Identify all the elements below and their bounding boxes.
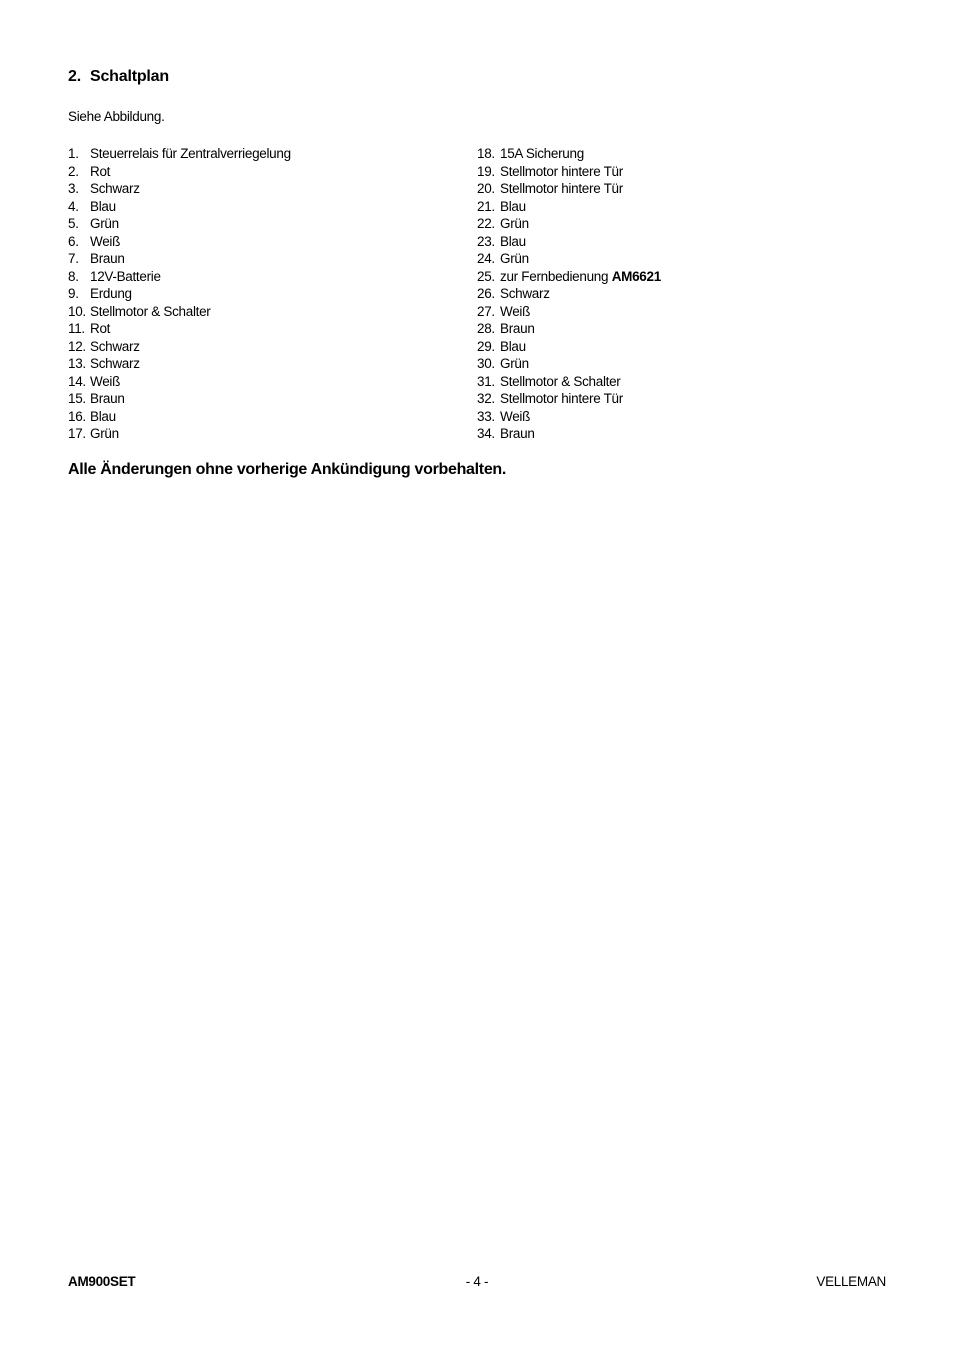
section-title: Schaltplan xyxy=(90,68,169,85)
legend-item xyxy=(68,425,291,443)
legend-item-model: AM6621 xyxy=(611,268,661,284)
legend-item-number: 30. xyxy=(477,356,495,371)
footer-model: AM900SET xyxy=(68,1274,136,1289)
footer-page-number: - 4 - xyxy=(465,1274,489,1289)
legend-item-number: 17. xyxy=(68,426,86,441)
legend-item xyxy=(68,338,291,356)
section-number: 2. xyxy=(68,68,81,85)
legend-item xyxy=(68,233,291,251)
legend-item xyxy=(477,390,661,408)
legend-item xyxy=(68,198,291,216)
legend-item-number: 20. xyxy=(477,181,495,196)
legend-item xyxy=(477,233,661,251)
legend-item-number: 23. xyxy=(477,233,495,249)
legend-item-label: Stellmotor & Schalter xyxy=(500,373,621,389)
legend-item-label: Rot xyxy=(90,163,111,179)
legend-list-left xyxy=(68,145,291,443)
legend-item-label: Steuerrelais für Zentralverriegelung xyxy=(90,146,291,161)
legend-item-number: 31. xyxy=(477,373,495,389)
legend-item-number: 27. xyxy=(477,303,495,319)
legend-item xyxy=(68,408,291,426)
legend-item xyxy=(477,180,661,198)
legend-item xyxy=(68,163,291,181)
intro-text: Siehe Abbildung. xyxy=(68,109,165,124)
legend-item-label: Grün xyxy=(90,426,119,441)
legend-item-number: 8. xyxy=(68,268,79,284)
legend-item-label: Weiß xyxy=(500,303,531,319)
legend-item xyxy=(477,338,661,356)
legend-item-label: Grün xyxy=(90,216,119,231)
legend-item xyxy=(477,320,661,338)
legend-item-label: 12V-Batterie xyxy=(90,268,161,284)
legend-item xyxy=(477,303,661,321)
legend-item-label: Erdung xyxy=(90,286,132,301)
legend-item-label: 15A Sicherung xyxy=(500,146,584,161)
legend-item xyxy=(68,320,291,338)
legend-item-number: 5. xyxy=(68,216,79,231)
legend-item-label: zur Fernbedienung xyxy=(500,268,612,284)
legend-item xyxy=(477,355,661,373)
legend-item-number: 1. xyxy=(68,146,79,161)
legend-item xyxy=(477,250,661,268)
legend-item-label: Blau xyxy=(500,198,526,214)
legend-item-number: 13. xyxy=(68,356,86,371)
legend-item-number: 12. xyxy=(68,338,86,354)
legend-item-number: 32. xyxy=(477,391,495,406)
legend-item-label: Weiß xyxy=(500,408,531,424)
legend-item-label: Blau xyxy=(500,233,526,249)
legend-item-label: Grün xyxy=(500,251,529,266)
legend-item xyxy=(477,215,661,233)
legend-item-number: 29. xyxy=(477,338,495,354)
legend-item xyxy=(477,408,661,426)
legend-item-label: Weiß xyxy=(90,373,121,389)
legend-item xyxy=(477,285,661,303)
legend-item-label: Braun xyxy=(500,426,535,441)
legend-item xyxy=(68,390,291,408)
legend-item-number: 3. xyxy=(68,181,79,196)
legend-item xyxy=(68,268,291,286)
legend-item xyxy=(68,145,291,163)
legend-item xyxy=(477,198,661,216)
legend-item-number: 22. xyxy=(477,216,495,231)
footer-brand: VELLEMAN xyxy=(816,1274,886,1289)
legend-item-label: Weiß xyxy=(90,233,121,249)
legend-item-number: 21. xyxy=(477,198,495,214)
legend-item-label: Blau xyxy=(90,408,116,424)
legend-item-label: Stellmotor hintere Tür xyxy=(500,163,623,179)
legend-item-label: Rot xyxy=(90,321,111,336)
legend-item-number: 2. xyxy=(68,163,79,179)
legend-item-label: Braun xyxy=(90,391,125,406)
change-notice: Alle Änderungen ohne vorherige Ankündigung vorbehalten. xyxy=(68,461,507,478)
legend-item xyxy=(477,425,661,443)
legend-item-number: 14. xyxy=(68,373,86,389)
legend-item-number: 7. xyxy=(68,251,79,266)
legend-item-label: Braun xyxy=(500,321,535,336)
legend-item xyxy=(477,145,661,163)
legend-item xyxy=(477,268,661,286)
legend-item-number: 33. xyxy=(477,408,495,424)
legend-item-number: 24. xyxy=(477,251,495,266)
legend-item xyxy=(477,163,661,181)
legend-item-label: Braun xyxy=(90,251,125,266)
legend-item-number: 26. xyxy=(477,286,495,301)
legend-item-number: 15. xyxy=(68,391,86,406)
legend-item-number: 4. xyxy=(68,198,79,214)
legend-item-number: 9. xyxy=(68,286,79,301)
legend-item-label: Stellmotor & Schalter xyxy=(90,303,211,319)
legend-item-label: Grün xyxy=(500,216,529,231)
legend-item xyxy=(68,303,291,321)
legend-item-number: 28. xyxy=(477,321,495,336)
legend-item-label: Schwarz xyxy=(90,181,140,196)
legend-item-number: 6. xyxy=(68,233,79,249)
legend-item-label: Grün xyxy=(500,356,529,371)
section-heading xyxy=(68,68,169,86)
legend-item xyxy=(68,355,291,373)
legend-item xyxy=(68,373,291,391)
legend-item-label: Schwarz xyxy=(90,338,140,354)
legend-item-number: 34. xyxy=(477,426,495,441)
legend-item-label: Stellmotor hintere Tür xyxy=(500,391,623,406)
legend-list-right xyxy=(477,145,661,443)
legend-item xyxy=(68,215,291,233)
legend-item-number: 18. xyxy=(477,146,495,161)
legend-item-label: Blau xyxy=(500,338,526,354)
legend-item-number: 11. xyxy=(68,321,85,336)
legend-item-label: Blau xyxy=(90,198,116,214)
legend-item xyxy=(68,250,291,268)
legend-item-label: Schwarz xyxy=(90,356,140,371)
legend-item-label: Schwarz xyxy=(500,286,550,301)
legend-item-number: 25. xyxy=(477,268,495,284)
legend-item-label: Stellmotor hintere Tür xyxy=(500,181,623,196)
legend-item xyxy=(68,285,291,303)
legend-item xyxy=(477,373,661,391)
legend-item xyxy=(68,180,291,198)
legend-item-number: 10. xyxy=(68,303,86,319)
legend-item-number: 19. xyxy=(477,163,495,179)
legend-item-number: 16. xyxy=(68,408,86,424)
